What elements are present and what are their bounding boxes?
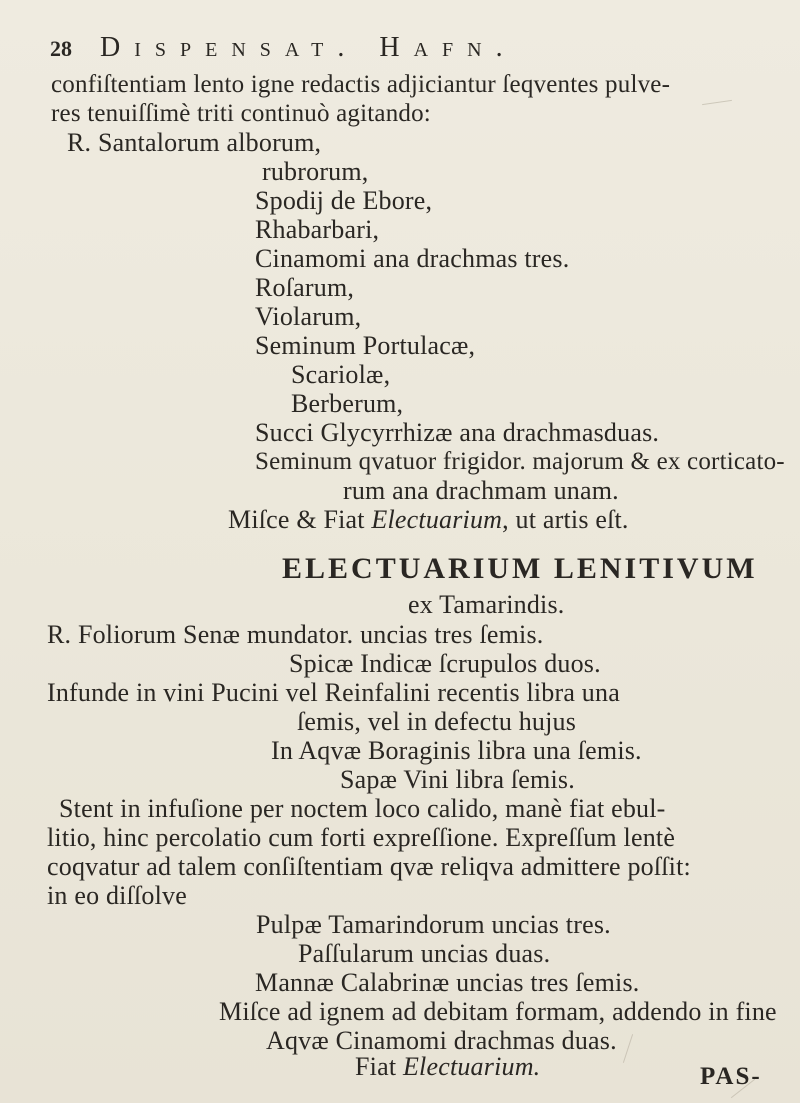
- ingredient-line: Violarum,: [255, 302, 362, 331]
- closing-prefix: Fiat: [355, 1052, 403, 1081]
- recipe-line: Spicæ Indicæ ſcrupulos duos.: [289, 649, 601, 678]
- ingredient-line: Scariolæ,: [291, 360, 391, 389]
- recipe-line: ſemis, vel in defectu hujus: [297, 707, 577, 736]
- section-subtitle: ex Tamarindis.: [408, 590, 565, 619]
- recipe-closing: [228, 505, 629, 535]
- recipe-line: Paſſularum uncias duas.: [298, 939, 551, 968]
- intro-line-2: res tenuiſſimè triti continuò agitando:: [51, 100, 431, 127]
- ingredient-line: Spodij de Ebore,: [255, 186, 433, 215]
- closing-italic: Electuarium.: [402, 1052, 541, 1081]
- ingredient-line: Roſarum,: [255, 273, 355, 302]
- recipe-line: In Aqvæ Boraginis libra una ſemis.: [271, 736, 642, 765]
- recipe-line: R. Foliorum Senæ mundator. uncias tres ſemis.: [47, 620, 544, 649]
- recipe-line: Mannæ Calabrinæ uncias tres ſemis.: [255, 968, 640, 997]
- page-number: 28: [50, 36, 72, 61]
- closing-prefix: Miſce & Fiat: [228, 505, 372, 534]
- section-title: ELECTUARIUM LENITIVUM: [282, 552, 758, 585]
- ingredient-line: Rhabarbari,: [255, 215, 380, 244]
- ingredient-line: Seminum Portulacæ,: [255, 331, 476, 360]
- ingredient-line: Cinamomi ana drachmas tres.: [255, 244, 570, 273]
- paper-mark: [702, 100, 732, 105]
- page-header: [50, 32, 770, 70]
- ingredient-line: rum ana drachmam unam.: [343, 476, 619, 505]
- ingredient-line: Seminum qvatuor frigidor. majorum & ex corticato-: [255, 448, 785, 475]
- recipe-closing-2: [355, 1052, 540, 1082]
- ingredient-line: Berberum,: [291, 389, 404, 418]
- closing-suffix: , ut artis eſt.: [502, 505, 629, 534]
- paper-mark: [623, 1034, 633, 1063]
- catchword: PAS-: [700, 1063, 762, 1090]
- recipe-line: litio, hinc percolatio cum forti expreſſione. Expreſſum lentè: [47, 823, 676, 852]
- recipe-line: Infunde in vini Pucini vel Reinfalini recentis libra una: [47, 678, 620, 707]
- recipe-line: Pulpæ Tamarindorum uncias tres.: [256, 910, 611, 939]
- ingredient-line: Succi Glycyrrhizæ ana drachmasduas.: [255, 418, 660, 447]
- ingredient-line: R. Santalorum alborum,: [67, 128, 322, 157]
- running-head: Dispensat. Hafn.: [100, 32, 517, 63]
- ingredient-line: rubrorum,: [262, 157, 369, 186]
- recipe-line: Stent in infuſione per noctem loco calido, manè fiat ebul-: [59, 794, 666, 823]
- recipe-line: Aqvæ Cinamomi drachmas duas.: [266, 1026, 617, 1055]
- recipe-line: Sapæ Vini libra ſemis.: [340, 765, 575, 794]
- closing-italic: Electuarium: [371, 505, 503, 534]
- recipe-line: coqvatur ad talem conſiſtentiam qvæ reliqva admittere poſſit:: [47, 852, 691, 881]
- recipe-line: Miſce ad ignem ad debitam formam, addendo in fine: [219, 997, 777, 1026]
- intro-line-1: confiſtentiam lento igne redactis adjiciantur ſeqventes pulve-: [51, 71, 671, 98]
- recipe-line: in eo diſſolve: [47, 881, 187, 910]
